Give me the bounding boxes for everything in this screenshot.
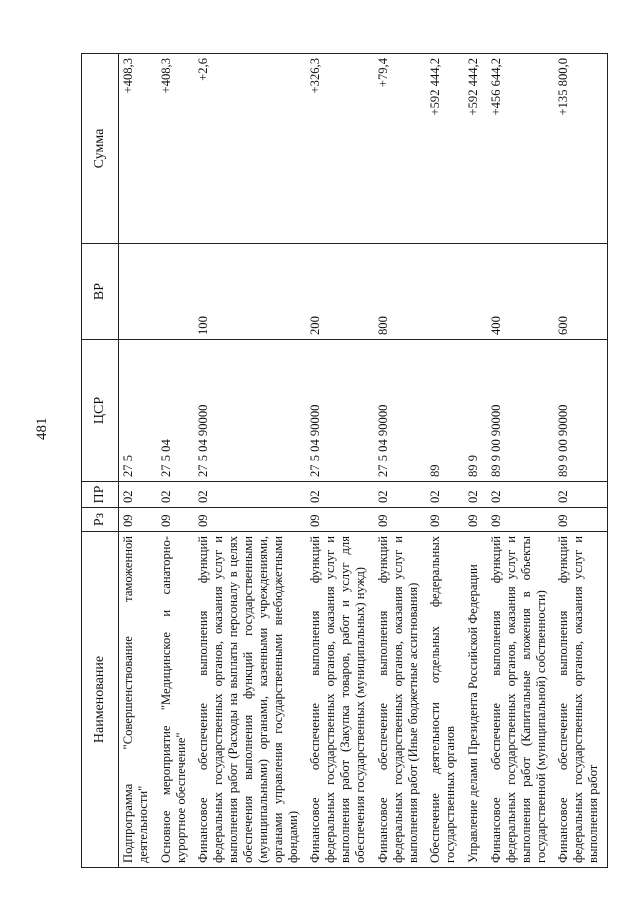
row-csr: 89: [426, 340, 464, 482]
row-rz: 09: [194, 508, 306, 532]
row-sum: +408,3: [119, 54, 157, 244]
row-rz: 09: [426, 508, 464, 532]
row-vr: 400: [487, 244, 554, 340]
row-pr: 02: [194, 482, 306, 508]
row-pr: 02: [554, 482, 607, 508]
row-csr: 89 9: [464, 340, 487, 482]
row-name: Основное мероприятие "Медицинское и санаторно-курортное обеспечение": [157, 532, 195, 868]
header-pr: ПР: [82, 482, 119, 508]
row-vr: [464, 244, 487, 340]
row-rz: 09: [487, 508, 554, 532]
row-vr: 200: [306, 244, 373, 340]
row-csr: 27 5 04 90000: [306, 340, 373, 482]
header-sum: Сумма: [82, 54, 119, 244]
row-rz: 09: [306, 508, 373, 532]
row-sum: +135 800,0: [554, 54, 607, 244]
row-pr: 02: [464, 482, 487, 508]
row-sum: +592 444,2: [426, 54, 464, 244]
row-name: Обеспечение деятельности отдельных федеральных государственных органов: [426, 532, 464, 868]
header-name: Наименование: [82, 532, 119, 868]
row-csr: 27 5: [119, 340, 157, 482]
row-sum: +592 444,2: [464, 54, 487, 244]
row-rz: 09: [157, 508, 195, 532]
row-csr: 89 9 00 90000: [554, 340, 607, 482]
row-pr: 02: [426, 482, 464, 508]
row-name: Финансовое обеспечение выполнения функций федеральных государственных органов, оказания услуг и выполнения работ (Капитальные вложения в объекты государственной (муниципальной) собственности): [487, 532, 554, 868]
row-sum: +408,3: [157, 54, 195, 244]
table-row: [194, 54, 306, 868]
header-csr: ЦСР: [82, 340, 119, 482]
row-pr: 02: [306, 482, 373, 508]
row-name: Финансовое обеспечение выполнения функций федеральных государственных органов, оказания услуг и выполнения работ (Иные бюджетные ассигнования): [374, 532, 427, 868]
row-pr: 02: [487, 482, 554, 508]
row-name: Финансовое обеспечение выполнения функций федеральных государственных органов, оказания услуг и выполнения работ: [554, 532, 607, 868]
row-vr: [119, 244, 157, 340]
row-name: Подпрограмма "Совершенствование таможенной деятельности": [119, 532, 157, 868]
row-rz: 09: [554, 508, 607, 532]
table-row: [554, 54, 607, 868]
table-row: [157, 54, 195, 868]
row-pr: 02: [157, 482, 195, 508]
row-pr: 02: [119, 482, 157, 508]
row-sum: +2,6: [194, 54, 306, 244]
row-csr: 89 9 00 90000: [487, 340, 554, 482]
table-row: [487, 54, 554, 868]
header-rz: Рз: [82, 508, 119, 532]
row-name: Финансовое обеспечение выполнения функций федеральных государственных органов, оказания услуг и выполнения работ (Закупка товаров, работ и услуг для обеспечения государственных (муниципальных) нужд): [306, 532, 373, 868]
budget-table: [81, 53, 608, 868]
row-vr: 600: [554, 244, 607, 340]
row-sum: +326,3: [306, 54, 373, 244]
row-sum: +79,4: [374, 54, 427, 244]
table-row: [374, 54, 427, 868]
row-name: Финансовое обеспечение выполнения функций федеральных государственных органов, оказания услуг и выполнения работ (Расходы на выплаты персоналу в целях обеспечения выполнения функций государственными (муниципальными) органами, казенными учреждениями, органами управления государственными внебюджетными фондами): [194, 532, 306, 868]
table-body: [119, 54, 608, 868]
rotated-page-content: [81, 54, 601, 868]
row-rz: 09: [374, 508, 427, 532]
table-row: [119, 54, 157, 868]
table-header: [82, 54, 119, 868]
row-pr: 02: [374, 482, 427, 508]
table-row: [306, 54, 373, 868]
row-csr: 27 5 04: [157, 340, 195, 482]
row-rz: 09: [464, 508, 487, 532]
table-row: [426, 54, 464, 868]
row-vr: [426, 244, 464, 340]
row-rz: 09: [119, 508, 157, 532]
row-csr: 27 5 04 90000: [194, 340, 306, 482]
row-vr: [157, 244, 195, 340]
row-csr: 27 5 04 90000: [374, 340, 427, 482]
table-row: [464, 54, 487, 868]
row-sum: +456 644,2: [487, 54, 554, 244]
row-vr: 800: [374, 244, 427, 340]
row-vr: 100: [194, 244, 306, 340]
row-name: Управление делами Президента Российской Федерации: [464, 532, 487, 868]
page-number: 481: [34, 417, 50, 440]
header-vr: ВР: [82, 244, 119, 340]
